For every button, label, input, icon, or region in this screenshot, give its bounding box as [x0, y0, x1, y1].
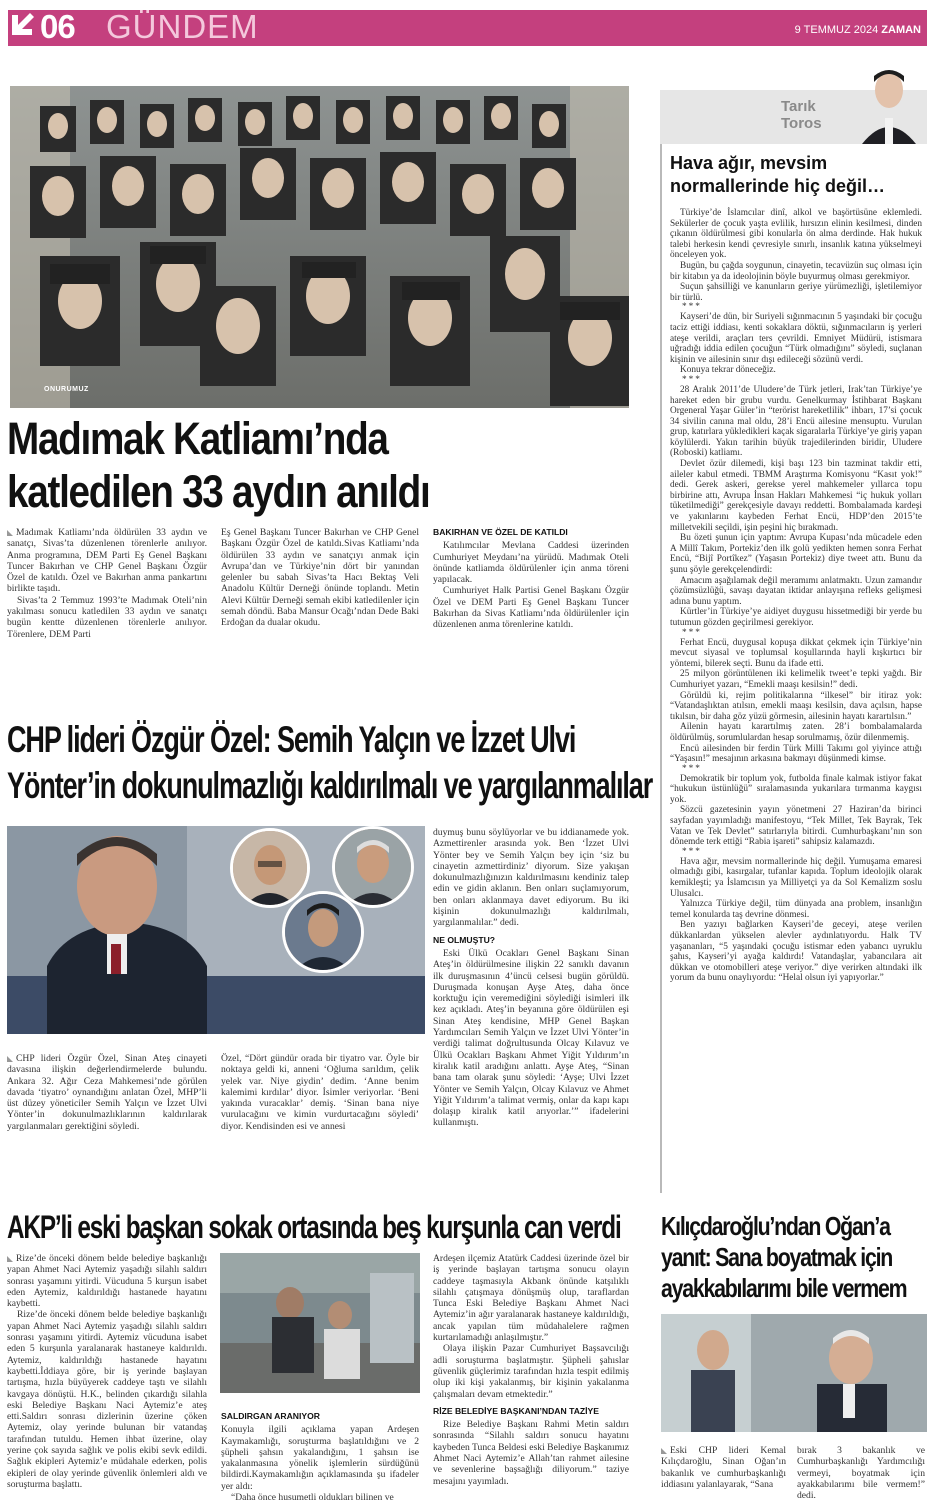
author-last-name: Toros — [781, 115, 822, 132]
newspaper-name: ZAMAN — [881, 24, 921, 36]
story1-subheading: BAKIRHAN VE ÖZEL DE KATILDI — [433, 527, 568, 537]
column-paragraph: Encü ailesinden bir ferdin Türk Milli Takımı gol yiyince attığı “Yaşasın!” mesajının arkasına bakmayı düşünmedi kimse. — [670, 743, 922, 765]
column-paragraph: Görüldü ki, rejim politikalarına “ilkesel” bir itiraz yok: “Vatandaşlıktan atılsın, emekli maaşı kesilsin, dava açılsın, hapse tıkılsın, bir daha göz yüzü görmesin, ailesinin hayatı karartılsın.” — [670, 690, 922, 722]
page-number: 06 — [40, 8, 75, 45]
story3-column-2 — [221, 1411, 419, 1503]
story3-paragraph: Rize’de önceki dönem belde belediye başkanlığı yapan Ahmet Naci Aytemiz yaşadığı silahlı saldırı sonrası yaşamını yitirdi. Aytemiz vücuduna isabet eden 5 kurşunla yaralanarak hastaneye kaldırıldı. Aytemiz, kaldırıldığı hastanede hayatını kaybetti.İddiaya göre, bir iş yerinde başlayan tartışma, hızla büyüyerek caddeye taştı ve silahlı kavgaya dönüştü. H.K., belinden çıkardığı silahla eski Belediye Başkanı Naci Aytemiz’e ateş etti.Saldırı sonrası dizlerinin üzerine çöken Aytemiz, olay yerinde bulunan bir vatandaş tarafından tutuldu. Hemen ihbat üzerine, olay yerine çok sayıda sağlık ve polis ekibi sevk edildi. Sağlık ekipleri Aytemiz’e müdahale ederken, polis ekipleri de olay yerinde güvenlik önlemleri aldı ve soruşturma başlattı. — [7, 1309, 207, 1490]
story1-paragraph: Cumhuriyet Halk Partisi Genel Başkanı Özgür Özel ve DEM Parti Eş Genel Başkanı Tuncer Bakırhan da Sivas Katliamı’nda öldürülenler için düzenlenen anma törenlerine katıldı. — [433, 585, 629, 631]
column-paragraph: Hava ağır, mevsim normallerinde hiç değil. Yumuşama emaresi olmadığı gibi, kasırgalar, tufanlar kapıda. Toplum ideolojik olarak kemikleşti; ya İslamcısın ya Milliyetçi ya da Sol Kemalizm soslu Ulusalcı. — [670, 856, 922, 899]
story3-paragraph: Rize Belediye Başkanı Rahmi Metin saldırı sonrasında “Silahlı saldırı sonucu hayatını kaybeden Tunca Beldesi eski Belediye Başkanımız Ahmet Naci Aytemiz’e Allah’tan rahmet ailesine ve sevenlerine başsağlığı diliyorum.” taziye mesajını yayımladı. — [433, 1419, 629, 1487]
story2-paragraph: duymuş bunu söylüyorlar ve bu iddianamede yok. Azmettirenler arasında yok. Ben ‘İzzet Ulvi Yönter bey ve Semih Yalçın bey için ‘siz bu cinayetin azmettirdiniz’ diyorum. Size yakışan dokunulmazlığınızın kaldırılmasını kendiniz talep edin ve gidin aklanın. Ben onları suçlamıyorum, ben onları aklanmaya davet ediyorum. Bu iki kişinin dokunulmazlığı kaldırılmalı, yargılanmalılar.” dedi. — [433, 827, 629, 929]
column-paragraph: Kürtler’in Türkiye’ye aidiyet duygusu hissetmediği bir yerde bu tutumun gözden geçirilmesi gerekiyor. — [670, 607, 922, 628]
issue-date: 9 TEMMUZ 2024 — [794, 24, 879, 36]
story2-column-3 — [433, 827, 629, 1129]
story1-column-1 — [7, 527, 207, 640]
lead-marker-icon — [661, 1448, 667, 1454]
column-paragraph: Demokratik bir toplum yok, futbolda finale kalmak istiyor fakat “hukukun üstünlüğü” sıralamasında yukarılara tırmanma kaygısı yok. — [670, 773, 922, 805]
inset-portrait-3 — [282, 891, 364, 973]
lead-marker-icon — [7, 530, 13, 536]
story4-caption-text: Eski CHP lideri Kemal Kılıçdaroğlu, Sinan Oğan’ın bakanlık ve cumhurbaşkanlığı iddiasını yalanlayarak, “Sana — [661, 1445, 786, 1490]
story3-subheading: SALDIRGAN ARANIYOR — [221, 1411, 320, 1421]
column-paragraph: 25 milyon görüntülenen iki kelimelik tweet’e tepki yağdı. Bir Cumhuriyet yazarı, “Emekli maaşı kesilsin!” dedi. — [670, 669, 922, 690]
column-separator: *** — [682, 374, 702, 385]
story1-headline-line1: Madımak Katliamı’nda — [7, 413, 388, 464]
column-headline — [670, 152, 885, 198]
photo-sign-label: ONURUMUZ — [44, 386, 89, 393]
madimak-memorial-photo — [10, 86, 629, 408]
column-author — [781, 98, 822, 132]
lead-marker-icon — [7, 1256, 13, 1262]
lead-marker-icon — [7, 1056, 13, 1062]
story1-column-3 — [433, 527, 629, 631]
column-separator: *** — [682, 846, 702, 857]
column-paragraph: Amacım aşağılamak değil meramımı anlatmaktı. Uzun zamandır çözümsüzlüğü, savaşı dayatan iktidar anlayışına refleks gelişmesi adına bunu yaptım. — [670, 575, 922, 607]
story4-caption-left — [661, 1445, 786, 1490]
column-paragraph: Ailenin hayatı karartılmış zaten. 28’i bombalamalarda öldürülmüş, sorumlulardan hesap sorulmamış, özür dilenmemiş. — [670, 722, 922, 743]
section-title: GÜNDEM — [106, 8, 259, 45]
story1-paragraph: Sivas’ta 2 Temmuz 1993’te Madımak Oteli’nin yakılması sonucu katledilen 33 aydın ve sanatçı bugün kentte düzenlenen törenlerle anılıyor. Törenlere, DEM Parti — [7, 594, 207, 640]
story4-headline-line2: yanıt: Sana boyatmak için — [661, 1242, 893, 1272]
story1-headline-line2: katledilen 33 aydın anıldı — [7, 466, 430, 517]
story4-caption-right — [797, 1445, 925, 1501]
issue-dateline — [795, 24, 921, 36]
story1-paragraph: Eş Genel Başkanı Tuncer Bakırhan ve CHP Genel Başkanı Özgür Özel de katıldı.Sivas Katliamı’nda öldürülen 33 aydın ve sanatçıyı anmak için Avrupa’dan ve Türkiye’nin dört bir yanından gelenler bu sabah Sivas’ta Hacı Bektaş Veli Anadolu Kültür Derneği önünde toplandı. Metin Alevi Kültür Derneği semah ekibi katledilenler için semah döndü. Baba Mansur Ocağı’ndan Dede Baki Erdoğan da dualar okudu. — [221, 527, 419, 629]
column-headline-line2: normallerinde hiç değil… — [670, 176, 886, 196]
column-paragraph: Sözcü gazetesinin yayın yönetmeni 27 Haziran’da birinci sayfadan yayımladığı manifestoyu, “Tek Millet, Tek Bayrak, Tek Vatan ve Tek Devlet” satırlarıyla bitirdi. Cumhurbaşkanı’nın son dönemde terk ettiği “Rabia işareti” sahipsiz kalamazdı. — [670, 805, 922, 848]
column-paragraph: Yalnızca Türkiye değil, tüm dünyada ana problem, insanlığın temel konularda taş devrine dönmesi. — [670, 899, 922, 920]
column-paragraph: Suçun şahsilliği ve kanunların geriye yürümezliği, işletilemiyor bir türlü. — [670, 282, 922, 303]
column-body — [670, 208, 922, 984]
story2-paragraph: Özel, “Dört gündür orada bir tiyatro var. Öyle bir noktaya geldi ki, anneni ‘Oğluma sarıldım, çelik yelek var. Niye giydin’ dedim. ‘Anne benim kalemimi kırdılar’ diyor. İsimler veriyorlar. ‘Beni yakında vuracaklar’ demiş. ‘Sinan bana niye vurulacağını ve kimin vurdurtacağını söyledi’ diyor. Kendisinden esi ve annesi — [221, 1053, 419, 1132]
story2-headline-line2: Yönter’in dokunulmazlığı kaldırılmalı ve yargılanmalılar — [7, 765, 653, 806]
story2-column-2 — [221, 1053, 419, 1132]
kilicdaroglu-photo — [661, 1314, 927, 1432]
story2-paragraph: Eski Ülkü Ocakları Genel Başkanı Sinan Ateş’in öldürülmesine ilişkin 22 sanıklı davanın ilk duruşmasının 4’üncü celsesi bugün görüldü. Duruşmada konuşan Ayşe Ateş, daha önce korktuğu için veremediğini söylediği isimleri ilk kez açıkladı. Ateş’in beyanına göre öldürülen eşi Sinan Ateş kendisine, MHP Genel Başkan Yardımcıları Semih Yalçın ve İzzet Ulvi Yönter’in verdiği talimat doğrultusunda Olcay Kılavuz ve Ülkü Ocakları Başkanı Ahmet Yiğit Yıldırım’ın kiralık katil aradığını anlattı. Ayşe Ateş, “Sinan bana tam olarak şunu söyledi: ‘Ayşe; Ulvi İzzet Yönter ve Semih Yalçın, Olcay Kılavuz ve Ahmet Yiğit Yıldırım’a talimat vermiş, onlar da kapı kapı dolaşıp kiralık katil arıyorlar.’” ifadelerini kullanmıştı. — [433, 947, 629, 1129]
author-first-name: Tarık — [781, 98, 816, 115]
story4-caption-text: bırak 3 bakanlık ve Cumhurbaşkanlığı Yardımcılığı vermeyi, boyatmak için ayakkabılarımı bile vermem!” dedi. — [797, 1445, 925, 1502]
story1-paragraph: Katılımcılar Mevlana Caddesi üzerinden Cumhuriyet Meydanı’na yürüdü. Madımak Oteli önünde katliamda öldürülenler için anma töreni yapılacak. — [433, 540, 629, 586]
story2-photo-caption — [7, 1053, 207, 1132]
shooting-scene-photo — [220, 1253, 420, 1393]
arrow-icon — [10, 11, 36, 37]
story3-headline: AKP’li eski başkan sokak ortasında beş kurşunla can verdi — [7, 1209, 621, 1245]
column-paragraph: Bu özeti şunun için yaptım: Avrupa Kupası’nda mücadele eden A Millî Takım, Portekiz’den ilk golü yedikten hemen sonra Ferhat Encü, “Bijî Portîkez” (Yaşasın Portekiz) diye tweet attı. Bunu da şunu şöyle gerekçelendirdi: — [670, 533, 922, 575]
column-separator: *** — [682, 302, 702, 313]
story4-headline-line1: Kılıçdaroğlu’ndan Oğan’a — [661, 1211, 890, 1241]
story3-paragraph: Ardeşen ilçemiz Atatürk Caddesi üzerinde özel bir iş yerinde başlayan tartışma sonucu olayın caddeye taşmasıyla Akbank önünde katşılıklı silahlı çatışmaya dönüşmüş olup, taraflardan Tunca Eski Belediye Başkanı Ahmet Naci Aytemiz’in ağır yaralanarak hastaneye kaldırıldığı, ancak yapılan tüm müdahalelere rağmen kurtarılamadığı anlaşılmıştır.” — [433, 1253, 629, 1344]
story1-column-2 — [221, 527, 419, 629]
story3-subheading: RİZE BELEDİYE BAŞKANI’NDAN TAZİYE — [433, 1405, 599, 1416]
story3-lead: Rize’de önceki dönem belde belediye başkanlığı yapan Ahmet Naci Aytemiz yaşadığı silahlı saldırı sonrası yaşamını yitirdi. Vücuduna 5 kurşun isabet eden Aytemiz, kaldırıldığı hastanede hayatını kaybetti. — [7, 1253, 207, 1310]
story3-paragraph: “Daha önce husumetli oldukları bilinen ve — [231, 1492, 394, 1503]
story3-paragraph: Konuyla ilgili açıklama yapan Ardeşen Kaymakamlığı, soruşturma başlatıldığını ve 2 şüpheli şahsın yakalandığını, 1 şahsın ise yakalanmasına yönelik işlemlerin sürdüğünü bildirdi.Kaymakamlığın açıklamasında şu ifadeler yer aldı: — [221, 1424, 419, 1492]
story3-column-3 — [433, 1253, 629, 1487]
column-paragraph: Türkiye’de İslamcılar dinî, alkol ve başörtüsüne eklemledi. Sekülerler de çocuk yaşta evlilik, hırsızın elinin kesilmesi, dinden çıkanın öldürülmesi gibi konularla ön alma derdinde. Hak hukuk talebi herkesin kendi çevresiyle sınırlı, insanlık katına yükselmeyi önceleyen yok. — [670, 208, 922, 261]
inset-portrait-1 — [230, 828, 310, 908]
story2-headline-line1: CHP lideri Özgür Özel: Semih Yalçın ve İzzet Ulvi — [7, 719, 576, 760]
column-separator: *** — [682, 627, 702, 638]
story2-subheading: NE OLMUŞTU? — [433, 934, 496, 945]
story4-headline-line3: ayakkabılarımı bile vermem — [661, 1273, 907, 1303]
story3-column-1 — [7, 1253, 207, 1490]
column-paragraph: 28 Aralık 2011’de Uludere’de Türk jetleri, Irak’tan Türkiye’ye hareket eden bir grubu vurdu. Genelkurmay İstihbarat Başkanı Orgeneral Yaşar Güler’in “terörist hareketlilik” ihbarı, 17’si çocuk 34 sivilin canına mal oldu, 28’i Encü ailesine mensuptu. Vurulan grup, katırlara yükledikleri kaçak sigaralarla Türkiye’ye giriş yapan köylülerdi. Yakın tarihin büyük trajedilerinden biridir, Uludere (Roboski) katliamı. — [670, 384, 922, 459]
column-paragraph: Ben yazıyı bağlarken Kayseri’de geceyi, ateşe verilen dükkanlardan yükselen alevler aydınlatıyordu. Halk TV yaşananları, “5 yaşındaki çocuğu istismar eden yabancı uyruklu şahıs, Kayseri’yi ayağa kaldırdı! Vatandaşlar, yabancılara ait dükkan ve otomobilleri ateşe veriyor.” diye verirken altındaki ilk yorum da bunu onaylıyordu: “Helal olsun iyi yapıyorlar.” — [670, 920, 922, 984]
story3-paragraph: Olaya ilişkin Pazar Cumhuriyet Başsavcılığı adli soruşturma başlatmıştır. Şüpheli şahıslar güvenlik güçlerimiz tarafından hızla tespit edilmiş olup iki kişi yakalanmış, bir kişinin yakalanma çalışmaları devam etmektedir.” — [433, 1343, 629, 1400]
inset-portrait-2 — [332, 826, 414, 908]
story2-lead: CHP lideri Özgür Özel, Sinan Ateş cinayeti davasına ilişkin değerlendirmelerde bulundu. Ankara 32. Ağır Ceza Mahkemesi’nde görülen davada ‘tiyatro’ oynandığını anlatan Özel, MHP’li üst düzey yöneticiler Semih Yalçın ve İzzet Ulvi Yönter’in dokunulmazlıklarının kaldırılarak yargılanmaları gerektiğini söyledi. — [7, 1053, 207, 1132]
column-paragraph: Konuya tekrar döneceğiz. — [680, 365, 776, 376]
column-paragraph: Ferhat Encü, duygusal kopuşa dikkat çekmek için Türkiye’nin mevcut siyasal ve toplumsal koşullarında hayli kışkırtıcı bir yöntemi, bilerek seçti. Bunu da ifade etti. — [670, 637, 922, 669]
column-headline-line1: Hava ağır, mevsim — [670, 153, 828, 173]
column-separator: *** — [682, 763, 702, 774]
author-portrait — [858, 62, 920, 144]
story1-lead: Madımak Katliamı’nda öldürülen 33 aydın ve sanatçı, Sivas’ta düzenlenen törenlerle anılıyor. Anma programına, DEM Parti Eş Genel Başkanı Tuncer Bakırhan ve CHP Genel Başkanı Özgür Özel de katıldı. Özel ve Bakırhan anma pankartını birlikte taşıdı. — [7, 527, 207, 595]
column-paragraph: Devlet özür dilemedi, kişi başı 123 bin tazminat takdir etti, aileler kabul etmedi. TBMM Araştırma Komisyonu “Kasıt yok!” dedi. Gerek askeri, gerekse yerel mahkemeler yıllarca topu birbirine attı, Avrupa İnsan Hakları Mahkemesi “iç hukuk yolları tüketilmediği” gerekçesiyle davayı reddetti. Bombalamada kardeşi ve yakınlarını kaybeden Ferhat Encü, HDP’den 2015’te milletvekili seçildi, işin peşini hiç bırakmadı. — [670, 459, 922, 533]
column-paragraph: Bugün, bu çağda soygunun, cinayetin, tecavüzün suç olması için bir kitabın ya da ideolojinin böyle buyurmuş olması gerekmiyor. — [670, 260, 922, 282]
column-paragraph: Kayseri’de dün, bir Suriyeli sığınmacının 5 yaşındaki bir çocuğu taciz ettiği iddiası, kenti sokaklara döktü, sığınmacıların iş yerleri ateşe verildi, araçları ters çevrildi. Emniyet Müdürü, istismara uğradığı iddia edilen çocuğun “Türk olmadığını” söyledi, suçlanan kişinin ve ailesinin sınır dışı edileceği sözünü verdi. — [670, 312, 922, 365]
